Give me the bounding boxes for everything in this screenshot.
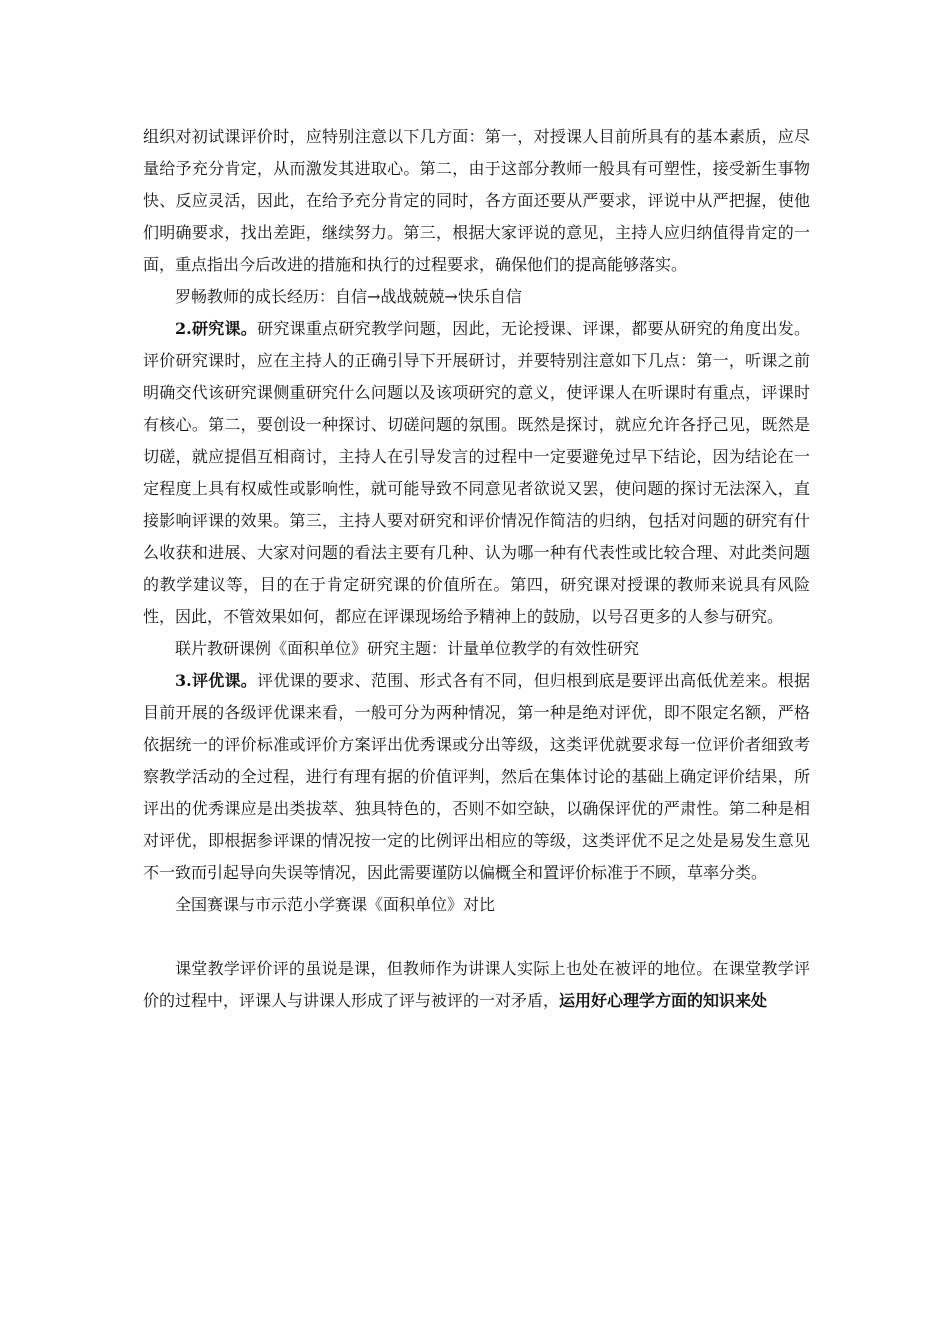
paragraph-evaluation-psychology bbox=[143, 953, 810, 1017]
evaluation-psychology-body: 课堂教学评价评的虽说是课，但教师作为讲课人实际上也处在被评的地位。在课堂教学评价的过程中，评课人与讲课人形成了评与被评的一对矛盾， bbox=[143, 959, 810, 1010]
heading-research-lesson: 2.研究课。 bbox=[175, 319, 258, 338]
blank-line bbox=[143, 921, 810, 953]
evaluation-psychology-emphasis: 运用好心理学方面的知识来处 bbox=[559, 991, 768, 1010]
note-contest-comparison: 全国赛课与市示范小学赛课《面积单位》对比 bbox=[175, 895, 496, 914]
note-area-unit-research: 联片教研课例《面积单位》研究主题：计量单位教学的有效性研究 bbox=[175, 639, 640, 658]
paragraph-research-lesson bbox=[143, 313, 810, 633]
note-luo-chang-growth: 罗畅教师的成长经历：自信→战战兢兢→快乐自信 bbox=[175, 287, 522, 306]
document-body bbox=[143, 121, 810, 1017]
competition-lesson-body: 评优课的要求、范围、形式各有不同，但归根到底是要评出高低优差来。根据目前开展的各级评优课来看，一般可分为两种情况，第一种是绝对评优，即不限定名额，严格依据统一的评价标准或评价方案评出优秀课或分出等级，这类评优就要求每一位评价者细致考察教学活动的全过程，进行有理有据的价值评判，然后在集体讨论的基础上确定评价结果，所评出的优秀课应是出类拔萃、独具特色的，否则不如空缺，以确保评优的严肃性。第二种是相对评优，即根据参评课的情况按一定的比例评出相应的等级，这类评优不足之处是易发生意见不一致而引起导向失误等情况，因此需要谨防以偏概全和置评价标准于不顾，草率分类。 bbox=[143, 671, 810, 882]
paragraph-initial-lesson: 组织对初试课评价时，应特别注意以下几方面：第一，对授课人目前所具有的基本素质，应尽量给予充分肯定，从而激发其进取心。第二，由于这部分教师一般具有可塑性，接受新生事物快、反应灵活，因此，在给予充分肯定的同时，各方面还要从严要求，评说中从严把握，使他们明确要求，找出差距，继续努力。第三，根据大家评说的意见，主持人应归纳值得肯定的一面，重点指出今后改进的措施和执行的过程要求，确保他们的提高能够落实。 bbox=[143, 127, 810, 274]
heading-competition-lesson: 3.评优课。 bbox=[175, 671, 258, 690]
research-lesson-body: 研究课重点研究教学问题，因此，无论授课、评课，都要从研究的角度出发。评价研究课时，应在主持人的正确引导下开展研讨，并要特别注意如下几点：第一，听课之前明确交代该研究课侧重研究什么问题以及该项研究的意义，使评课人在听课时有重点，评课时有核心。第二，要创设一种探讨、切磋问题的氛围。既然是探讨，就应允许各抒己见，既然是切磋，就应提倡互相商讨，主持人在引导发言的过程中一定要避免过早下结论，因为结论在一定程度上具有权威性或影响性，就可能导致不同意见者欲说又罢，使问题的探讨无法深入，直接影响评课的效果。第三，主持人要对研究和评价情况作简洁的归纳，包括对问题的研究有什么收获和进展、大家对问题的看法主要有几种、认为哪一种有代表性或比较合理、对此类问题的教学建议等，目的在于肯定研究课的价值所在。第四，研究课对授课的教师来说具有风险性，因此，不管效果如何，都应在评课现场给予精神上的鼓励，以号召更多的人参与研究。 bbox=[143, 319, 810, 626]
paragraph-competition-lesson bbox=[143, 665, 810, 889]
